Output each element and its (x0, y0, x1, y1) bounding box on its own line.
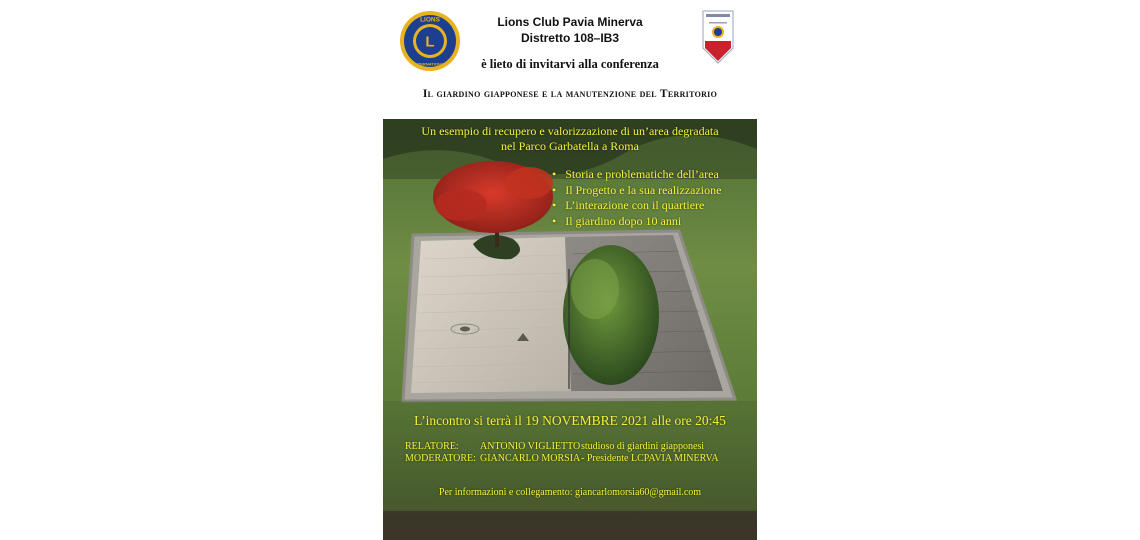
event-date-line: L’incontro si terrà il 19 NOVEMBRE 2021 alle ore 20:45 (414, 413, 726, 428)
subtitle-line-2: nel Parco Garbatella a Roma (501, 139, 639, 153)
invite-line: è lieto di invitarvi alla conferenza (481, 57, 659, 71)
speaker-description: studioso di giardini giapponesi (581, 441, 705, 452)
district-name: Distretto 108–IB3 (520, 31, 620, 45)
conference-title: Il giardino giapponese e la manutenzione del Territorio (422, 88, 718, 100)
svg-text:INTERNATIONAL: INTERNATIONAL (413, 61, 447, 67)
speaker-name: ANTONIO VIGLIETTO (480, 441, 581, 452)
moderator-name: GIANCARLO MORSIA (480, 453, 581, 464)
svg-text:L: L (425, 33, 435, 51)
moderator-description: - Presidente LCPAVIA MINERVA (581, 453, 719, 464)
moderator-label: MODERATORE: (405, 453, 476, 464)
speaker-label: RELATORE: (405, 441, 459, 452)
garden-photo (383, 119, 757, 540)
subtitle-line-1: Un esempio di recupero e valorizzazione di un’area degradata (421, 124, 719, 138)
topics-list (566, 167, 721, 229)
topic-item: • Il giardino dopo 10 anni (566, 214, 721, 230)
topic-item: • L’interazione con il quartiere (566, 198, 721, 214)
invitation-flyer (383, 0, 757, 540)
subtitle (383, 124, 757, 154)
contact-info: Per informazioni e collegamento: giancarlomorsia60@gmail.com (438, 487, 702, 498)
svg-text:LIONS: LIONS (420, 16, 440, 24)
topic-item: • Il Progetto e la sua realizzazione (566, 183, 721, 199)
club-name: Lions Club Pavia Minerva (497, 15, 643, 29)
topic-item: • Storia e problematiche dell’area (566, 167, 721, 183)
